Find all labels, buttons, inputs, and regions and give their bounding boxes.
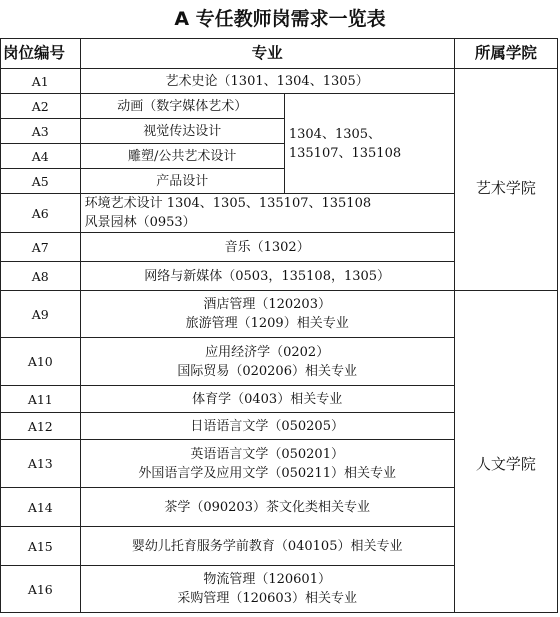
major-line: 物流管理（120601） <box>203 572 331 587</box>
page-title: A 专任教师岗需求一览表 <box>174 8 386 30</box>
major-cell: 雕塑/公共艺术设计 <box>80 144 284 169</box>
position-id: A12 <box>1 413 81 440</box>
position-id: A13 <box>1 440 81 488</box>
header-college: 所属学院 <box>454 39 557 69</box>
positions-table <box>0 38 558 613</box>
position-id: A9 <box>1 291 81 338</box>
header-position: 岗位编号 <box>1 39 81 69</box>
major-line: 酒店管理（120203） <box>203 297 331 312</box>
position-id: A15 <box>1 527 81 566</box>
position-id: A8 <box>1 262 81 291</box>
major-cell: 视觉传达设计 <box>80 119 284 144</box>
major-cell <box>80 440 454 488</box>
major-cell <box>80 338 454 386</box>
table-row <box>1 69 558 94</box>
major-line: 风景园林（0953） <box>84 215 196 230</box>
position-id: A10 <box>1 338 81 386</box>
major-cell <box>80 291 454 338</box>
major-cell: 音乐（1302） <box>80 233 454 262</box>
major-cell: 动画（数字媒体艺术） <box>80 94 284 119</box>
position-id: A5 <box>1 169 81 194</box>
major-line: 采购管理（120603）相关专业 <box>177 591 357 606</box>
table-row <box>1 291 558 338</box>
major-cell: 婴幼儿托育服务学前教育（040105）相关专业 <box>80 527 454 566</box>
position-id: A11 <box>1 386 81 413</box>
major-cell: 茶学（090203）茶文化类相关专业 <box>80 488 454 527</box>
major-line: 英语语言文学（050201） <box>190 446 344 462</box>
major-cell: 网络与新媒体（0503，135108，1305） <box>80 262 454 291</box>
position-id: A2 <box>1 94 81 119</box>
college-cell-arts: 艺术学院 <box>454 69 557 291</box>
college-cell-humanities: 人文学院 <box>454 291 557 613</box>
position-id: A3 <box>1 119 81 144</box>
shared-codes-cell <box>284 94 454 194</box>
position-id: A7 <box>1 233 81 262</box>
shared-codes-line: 1304、1305、 <box>288 126 382 142</box>
major-line: 外国语言学及应用文学（050211）相关专业 <box>138 465 396 481</box>
position-id: A14 <box>1 488 81 527</box>
position-id: A16 <box>1 566 81 613</box>
major-cell <box>80 566 454 613</box>
major-line: 国际贸易（020206）相关专业 <box>177 363 357 379</box>
major-cell: 产品设计 <box>80 169 284 194</box>
major-line: 旅游管理（1209）相关专业 <box>185 316 349 331</box>
position-id: A6 <box>1 194 81 233</box>
position-id: A4 <box>1 144 81 169</box>
header-row <box>1 39 558 69</box>
major-line: 应用经济学（0202） <box>205 344 330 360</box>
header-major: 专业 <box>80 39 454 69</box>
major-cell: 艺术史论（1301、1304、1305） <box>80 69 454 94</box>
major-cell: 体育学（0403）相关专业 <box>80 386 454 413</box>
major-cell <box>80 194 454 233</box>
shared-codes-line: 135107、135108 <box>288 145 402 161</box>
position-id: A1 <box>1 69 81 94</box>
major-line: 环境艺术设计 1304、1305、135107、135108 <box>84 196 372 211</box>
major-cell: 日语语言文学（050205） <box>80 413 454 440</box>
